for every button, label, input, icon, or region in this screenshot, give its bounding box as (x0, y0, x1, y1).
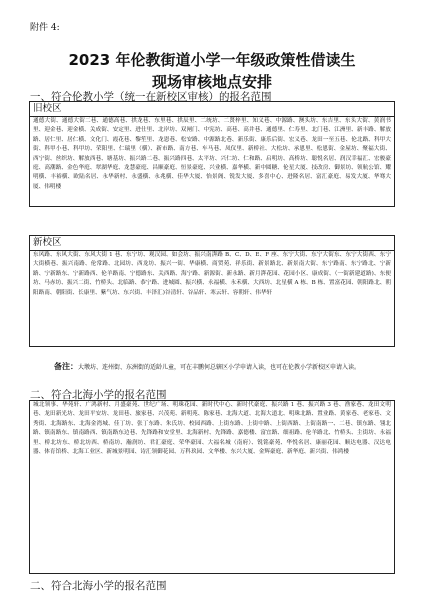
doc-title-line2: 现场审核地点安排 (151, 73, 272, 91)
new-campus-header: 新校区 (30, 236, 395, 251)
section-heading-lunjiao: 一、符合伦教小学（统一在新校区审核）的报名范围 (30, 91, 272, 103)
old-campus-streets: 通德大街、通德大街二巷、通德高巷、拱龙巷、东里巷、拱辰里、二统坊、二贤梓里、知义巷、中源路、澳头坊、东吉里、东头大街、黄润书里、迎金巷、迎金横、关成街、安定里、进仕里、北岸坊、双闸门、中宪坊、高巷、高井巷、通德里、仁寿里、北门巷、江洲里、新丰路、解放路、居仁里、居仁横、文化门、霞花巷、黎笙里、龙恩巷、松安路、中源路北巷、新乐街、康乐后街、宏义巷、龙田一至五巷、伦北路、科甲大街、科甲小巷、科甲坊、荣阳里、仁瑞里（横）、新市路、南方巷、车马巷、凤仪里、新桥社、大松坊、承恩里、松恩街、金屋坊、聚福大街、西宁街、丝织坊、解放西巷、塘基坊、振兴路二巷、振兴路四巷、太平坊、兴仁坊、仁和路、启明坊、高桥坊、聪悦名居、润汉幸福汇、宏骏豪庭、高潮路、金色华庭、翠湖华庭、龙慧豪庭、昌顺豪庭、恒景豪庭、兴业横、嘉华横、新中圆糖、伦星大厦、技改房、御景坊、领航公馆、耀明横、丰裕横、欧陆名居、永华新村、永盛横、永兆横、佳华大厦、怡景阁、锐发大厦、多喜中心、进隆名居、富汇豪庭、易发大厦、华骞大厦、伟明楼 (30, 117, 395, 207)
beihai-table (29, 400, 395, 574)
remark-note (54, 361, 374, 373)
doc-title-line1: 2023 年伦教街道小学一年级政策性借读生 (68, 51, 356, 69)
beihai-streets: 城北领事、华苑轩、广鸿新村、月盛豪苑、世纪广场、明珠花园、新时代中心、新时代豪庭、振兴路 1 巷、振兴路 3 巷、渔家巷、龙田文明巷、龙田新光坊、龙田平安坊、龙田巷、旅家巷、兴茂苑、新明苑、陈家巷、北海大道、北海大道北、明珠北路、置业路、黄家巷、老家巷、文秀街、北海路东、北海金湾城、佳丁坊、张丁东路、朱氏坊、校园西路、上街东路、上街中路、上街西路、上街南路一、二巷、镇东路、翎北路、镇南路东、镇南路西、镇南路东边巷、先锋路和安堂里、北海新村、先锋路、嘉德楼、富宜路、细祖路、伦羊路北、竹桥头、主街坊、永福里、桥北坊东、桥北坊西、桥南坊、瀚润坊、君汇豪庭、荣华豪园、大福名城（南府）、锐铭豪苑、华悦名居、康丽花园、顺达电器、汉达电器、体育馆桥、北海工业区、新城景明园、诗汇领御花园、万科玖园、文华楼、东兴大厦、金辉豪庭、新华庭、新兴街、伟鸿楼 (30, 401, 395, 574)
old-campus-table (29, 101, 395, 207)
remark-label: 备注： (54, 361, 78, 371)
new-campus-table (29, 235, 395, 347)
old-campus-header: 旧校区 (30, 102, 395, 117)
attachment-label: 附件 4: (30, 23, 60, 33)
section-heading-beihai: 二、符合北海小学的报名范围 (30, 389, 167, 401)
section-heading-bottom: 二、符合北海小学的报名范围 (30, 580, 167, 592)
new-campus-streets: 东风路、东风大街、东风大街 1 巷、东宁坊、观汉园、如会坊、振兴南湃路 B、C、D、E、F 座、东宁大街、东宁大街东、东宁大街西、东宁大街横巷、振兴南路、伦常路、北园坊、西龙坊、振兴一街、华康横、商贸苑、祥乐街、新景路北、新景南大街、东宁路南、东宁路北、宁新路、宁新路东、宁新路西、伦羊路南、宁德路东、关西路、海宁路、新源街、新永路、新月湃花园、花园小区、康成街、（一街新建道路)、东便坊、马赤坊、振兴二街、竹桥头、北临路、恭宁路、进城圆、振兴横、永福横、永禾横、大西坊、北星横 A 栋、B 栋、置富花园、朝阳路北、朝阳路南、朝阳街、长康里、紫气坊、东兴街、丰泽汇)谷清轩、谷品轩、寒云轩、容朝轩、伟华轩 (30, 251, 395, 347)
remark-text: 大墩坊、连州街、东洲街的适龄儿童，可在丰鹏何总辖区小学申请入读，也可在伦教小学新校区申请入读。 (78, 364, 361, 371)
